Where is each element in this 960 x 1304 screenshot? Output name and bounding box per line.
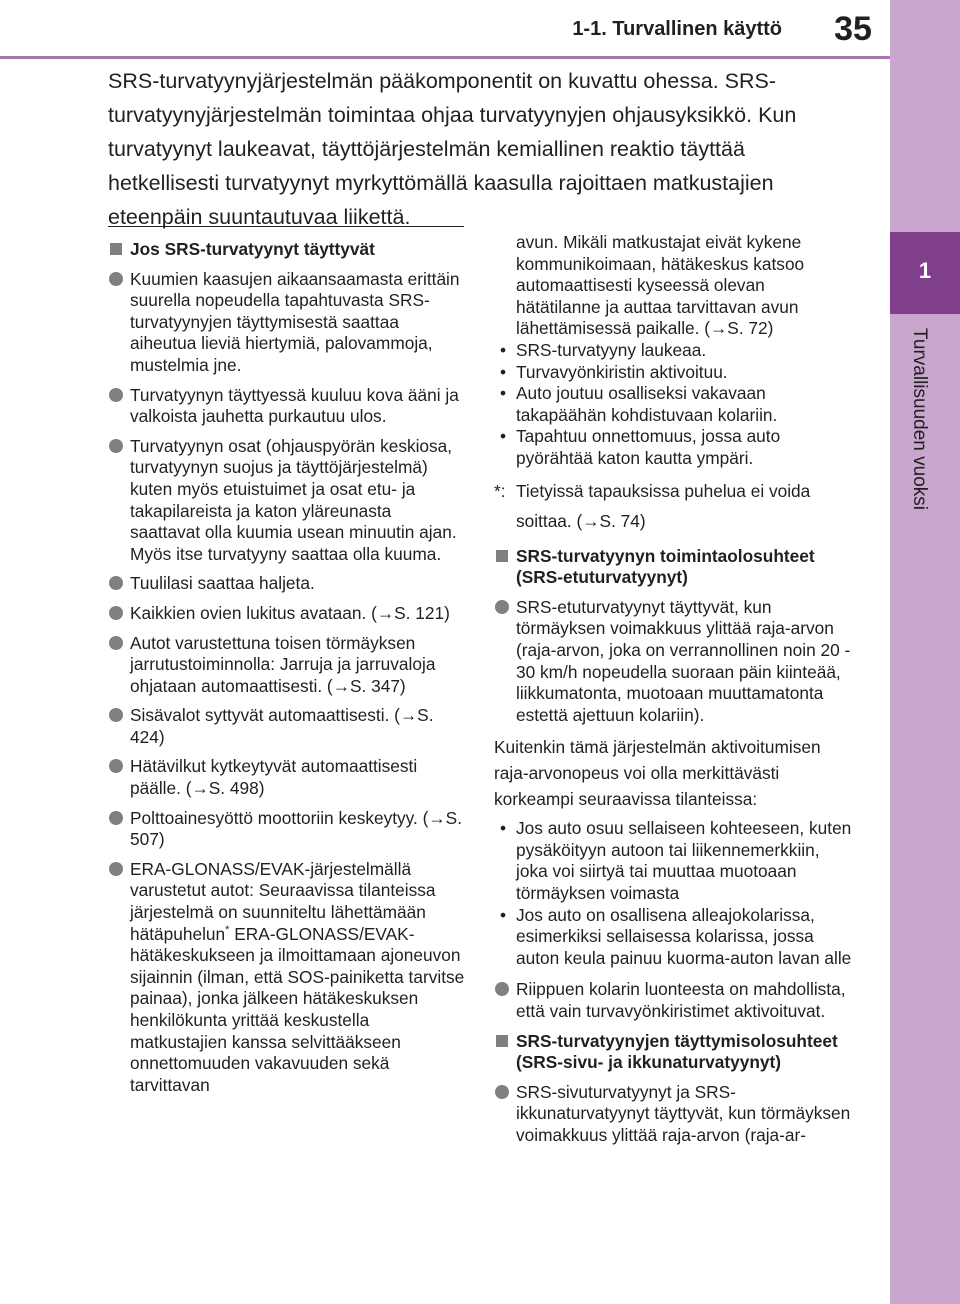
square-bullet-icon — [496, 1035, 508, 1047]
footnote: *: Tietyissä tapauksissa puhelua ei voida soittaa. (→S. 74) — [494, 476, 852, 536]
circle-bullet-icon — [495, 982, 509, 996]
intro-paragraph: SRS-turvatyynyjärjestelmän pääkomponentit on kuvattu ohessa. SRS-turvatyynyjärjestelmän toimintaa ohjaa turvatyynyjen ohjausyksikkö. Kun turvatyynyt laukeavat, täyttöjärjestelmän kemiallinen reaktio täyttää hetkellisesti turvatyynyt myrkyttömällä kaasulla rajoittaen matkustajien eteenpäin suuntautuvaa liikettä. — [108, 69, 797, 229]
body-paragraph: Kuitenkin tämä järjestelmän aktivoitumisen raja-arvonopeus voi olla merkittävästi korkeampi seuraavissa tilanteissa: — [494, 737, 821, 810]
section-title: 1-1. Turvallinen käyttö — [572, 18, 782, 40]
list-item: Polttoainesyöttö moottoriin keskeytyy. (→S. 507) — [108, 808, 466, 851]
list-item: Hätävilkut kytkeytyvät automaattisesti päälle. (→S. 498) — [108, 756, 466, 799]
bullet-item: • Jos auto osuu sellaiseen kohteeseen, kuten pysäköityyn autoon tai liikennemerkkiin, joka voi siirtyä tai muuttaa muotoaan törmäyksen voimasta — [500, 818, 852, 904]
bullet-item: • Tapahtuu onnettomuus, jossa auto pyörähtää katon kautta ympäri. — [500, 426, 781, 468]
section-divider — [108, 226, 464, 227]
right-column — [494, 232, 852, 1155]
spacer — [494, 969, 852, 979]
section-heading: Jos SRS-turvatyynyt täyttyvät — [108, 239, 466, 261]
list-item: Autot varustettuna toisen törmäyksen jarrutustoiminnolla: Jarruja ja jarruvaloja ohjataan automaattisesti. (→S. 347) — [108, 633, 466, 698]
bullet-item: • SRS-turvatyyny laukeaa. — [500, 339, 707, 360]
chapter-title: Turvallisuuden vuoksi — [909, 328, 930, 510]
chapter-sidebar — [890, 0, 960, 1304]
list-item: ERA-GLONASS/EVAK-järjestelmällä varustetut autot: Seuraavissa tilanteissa järjestelmä on suunniteltu lähettämään hätäpuhelun* ERA-GLONASS/EVAK-hätäkeskukseen ja ilmoittamaan ajoneuvon sijainnin (ilman, että SOS-painiketta tarvitse painaa), jonka jälkeen hätäkeskuksen henkilökunta yrittää keskustella matkustajien kanssa selvittääkseen onnettomuuden vakavuuden sekä tarvittavan — [108, 859, 466, 1097]
list-item: Kuumien kaasujen aikaansaamasta erittäin suurella nopeudella tapahtuvasta SRS-turvatyynyjen täyttymisestä saattaa aiheutua lieviä hiertymiä, palovammoja, mustelmia jne. — [108, 269, 466, 377]
circle-bullet-icon — [109, 759, 123, 773]
list-item: Turvatyynyn osat (ohjauspyörän keskiosa, turvatyynyn suojus ja täyttöjärjestelmä) kuten myös etuistuimet ja osat etu- ja takapilareista ja katon yläreunasta saattavat olla kuumia usean minuutin ajan. Myös itse turvatyyny saattaa olla kuuma. — [108, 436, 466, 566]
bullet-item: • Jos auto on osallisena alleajokolarissa, esimerkiksi sellaisessa kolarissa, jossa auton keula painuu kuorma-auton lavan alle — [500, 904, 852, 968]
list-item: Tuulilasi saattaa haljeta. — [108, 573, 466, 595]
list-item: SRS-etuturvatyynyt täyttyvät, kun törmäyksen voimakkuus ylittää raja-arvon (raja-arvon, joka on verrannollinen noin 20 - 30 km/h nopeudella suoraan päin kiinteää, liikkumatonta, muotoaan muuttamatonta estettä ajettuun kolariin). — [494, 597, 852, 727]
circle-bullet-icon — [109, 606, 123, 620]
header-divider — [0, 56, 890, 59]
bullet-dot-icon: • — [500, 361, 507, 382]
bullet-dot-icon: • — [500, 904, 507, 925]
section-heading: SRS-turvatyynyjen täyttymisolosuhteet (SRS-sivu- ja ikkunaturvatyynyt) — [494, 1031, 852, 1074]
list-item: Riippuen kolarin luonteesta on mahdollista, että vain turvavyönkiristimet aktivoituvat. — [494, 979, 852, 1022]
bullet-item: • Turvavyönkiristin aktivoituu. — [500, 361, 728, 382]
continued-text: avun. Mikäli matkustajat eivät kykene kommunikoimaan, hätäkeskus katsoo automaattisesti kyseessä olevan hätätilanne ja auttaa tarvittavan avun lähettämisessä paikalle. (→S. 72) — [516, 232, 805, 339]
footnote-marker: * — [225, 923, 230, 936]
chapter-number: 1 — [918, 258, 932, 283]
circle-bullet-icon — [109, 708, 123, 722]
bullet-item: • Auto joutuu osalliseksi vakavaan takapäähän kohdistuvaan kolariin. — [500, 383, 778, 425]
circle-bullet-icon — [109, 636, 123, 650]
bullet-dot-icon: • — [500, 383, 507, 404]
circle-bullet-icon — [109, 811, 123, 825]
circle-bullet-icon — [109, 388, 123, 402]
bullet-dot-icon: • — [500, 818, 507, 839]
square-bullet-icon — [496, 550, 508, 562]
list-item: Kaikkien ovien lukitus avataan. (→S. 121) — [108, 603, 466, 625]
bullet-dot-icon: • — [500, 426, 507, 447]
circle-bullet-icon — [495, 1085, 509, 1099]
circle-bullet-icon — [109, 272, 123, 286]
footnote-mark: *: — [494, 480, 506, 501]
list-item: Sisävalot syttyvät automaattisesti. (→S. 424) — [108, 705, 466, 748]
circle-bullet-icon — [109, 862, 123, 876]
left-column — [108, 226, 466, 1104]
circle-bullet-icon — [109, 576, 123, 590]
bullet-dot-icon: • — [500, 339, 507, 360]
list-item: Turvatyynyn täyttyessä kuuluu kova ääni ja valkoista jauhetta purkautuu ulos. — [108, 385, 466, 428]
list-item: SRS-sivuturvatyynyt ja SRS-ikkunaturvatyynyt täyttyvät, kun törmäyksen voimakkuus ylittää raja-arvon (raja-ar- — [494, 1082, 852, 1147]
section-heading: SRS-turvatyynyn toimintaolosuhteet (SRS-etuturvatyynyt) — [494, 546, 852, 589]
circle-bullet-icon — [109, 439, 123, 453]
page-number: 35 — [834, 10, 872, 48]
circle-bullet-icon — [495, 600, 509, 614]
square-bullet-icon — [110, 243, 122, 255]
